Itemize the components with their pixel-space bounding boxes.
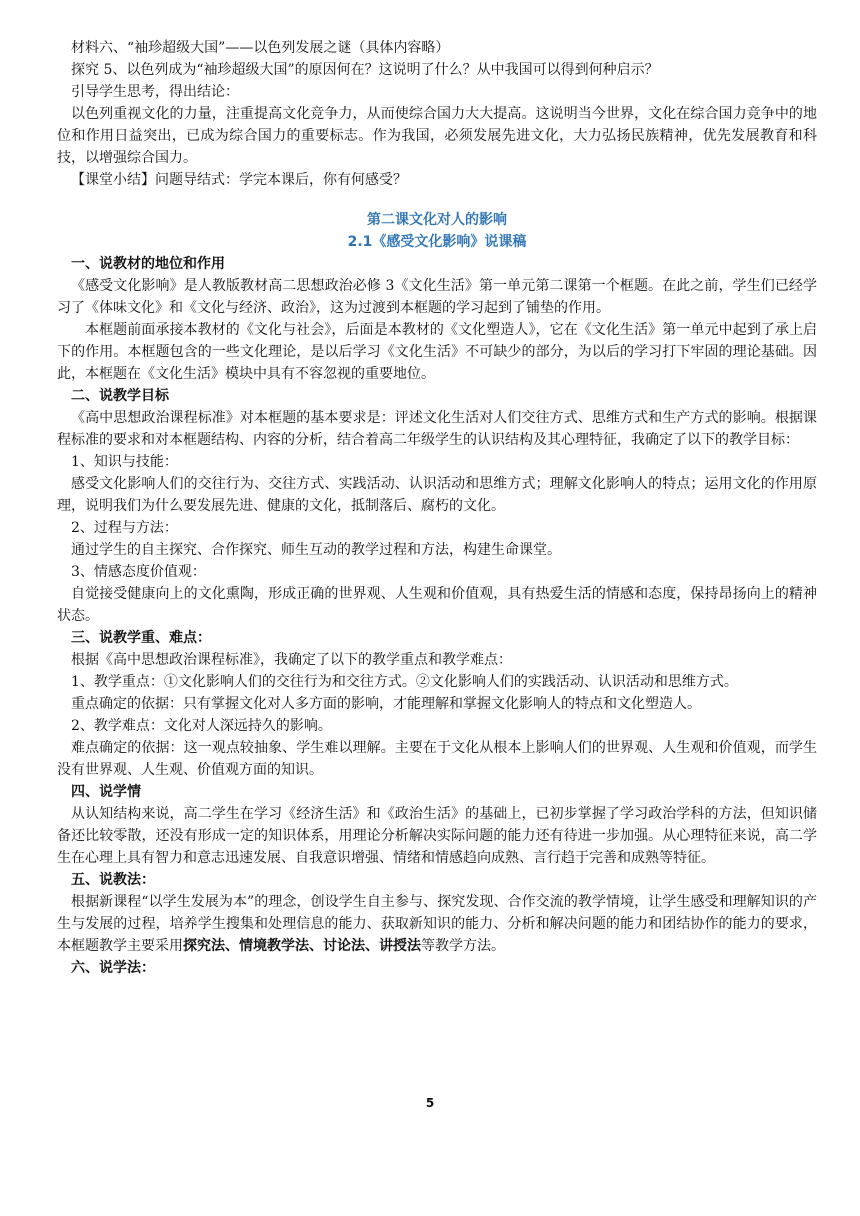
section-5-heading: 五、说教法： (71, 872, 155, 888)
section-6-heading: 六、说学法： (71, 960, 155, 976)
section-5-body-pre: 根据新课程“以学生发展为本”的理念，创设学生自主参与、探究发现、合作交流的教学情境，让学生感受和理解知识的产生与发展的过程，培养学生搜集和处理信息的能力、获取新知识的能力、分析和解决问题的能力和团结协作的能力的要求，本框题教学主要采用 (57, 894, 817, 954)
knowledge-body: 感受文化影响人们的交往行为、交往方式、实践活动、认识活动和思维方式；理解文化影响人的特点；运用文化的作用原理，说明我们为什么要发展先进、健康的文化，抵制落后、腐朽的文化。 (57, 476, 817, 514)
section-2-para-1: 《高中思想政治课程标准》对本框题的基本要求是：评述文化生活对人们交往方式、思维方式和生产方式的影响。根据课程标准的要求和对本框题结构、内容的分析，结合着高二年级学生的认识结构及其心理特征，我确定了以下的教学目标： (57, 410, 817, 448)
difficult-point: 2、教学难点：文化对人深远持久的影响。 (71, 718, 332, 734)
class-summary: 【课堂小结】问题导结式：学完本课后，你有何感受？ (71, 172, 407, 188)
emotion-body: 自觉接受健康向上的文化熏陶，形成正确的世界观、人生观和价值观，具有热爱生活的情感和态度，保持昂扬向上的精神状态。 (57, 586, 817, 624)
spacer (57, 191, 817, 209)
difficult-point-basis: 难点确定的依据：这一观点较抽象、学生难以理解。主要在于文化从根本上影响人们的世界观、人生观和价值观，而学生没有世界观、人生观、价值观方面的知识。 (57, 740, 817, 778)
section-3-intro: 根据《高中思想政治课程标准》，我确定了以下的教学重点和教学难点： (71, 652, 512, 668)
section-3-heading: 三、说教学重、难点： (71, 630, 211, 646)
section-5-body-post: 等教学方法。 (421, 938, 505, 954)
page-content (57, 37, 817, 979)
section-4-heading: 四、说学情 (71, 784, 141, 800)
teaching-methods-bold: 探究法、情境教学法、讨论法、讲授法 (183, 938, 421, 954)
knowledge-title: 1、知识与技能： (71, 454, 178, 470)
section-1-para-2: 本框题前面承接本教材的《文化与社会》，后面是本教材的《文化塑造人》，它在《文化生活》第一单元中起到了承上启下的作用。本框题包含的一些文化理论，是以后学习《文化生活》不可缺少的部分，为以后的学习打下牢固的理论基础。因此，本框题在《文化生活》模块中具有不容忽视的重要地位。 (57, 322, 817, 382)
method-body: 通过学生的自主探究、合作探究、师生互动的教学过程和方法，构建生命课堂。 (71, 542, 561, 558)
section-5-body (57, 891, 817, 957)
method-title: 2、过程与方法： (71, 520, 178, 536)
lesson-title: 第二课文化对人的影响 (367, 212, 507, 228)
emotion-title: 3、情感态度价值观： (71, 564, 206, 580)
section-4-body: 从认知结构来说，高二学生在学习《经济生活》和《政治生活》的基础上，已初步掌握了学习政治学科的方法，但知识储备还比较零散，还没有形成一定的知识体系，用理论分析解决实际问题的能力还有待进一步加强。从心理特征来说，高二学生在心理上具有智力和意志迅速发展、自我意识增强、情绪和情感趋向成熟、言行趋于完善和成熟等特征。 (57, 806, 817, 866)
section-1-para-1: 《感受文化影响》是人教版教材高二思想政治必修 3《文化生活》第一单元第二课第一个框题。在此之前，学生们已经学习了《体味文化》和《文化与经济、政治》，这为过渡到本框题的学习起到了铺垫的作用。 (57, 278, 817, 316)
material-six: 材料六、“袖珍超级大国”——以色列发展之谜（具体内容略） (71, 40, 450, 56)
section-1-heading: 一、说教材的地位和作用 (71, 256, 225, 272)
page-number: 5 (425, 1096, 435, 1110)
conclusion-text: 以色列重视文化的力量，注重提高文化竞争力，从而使综合国力大大提高。这说明当今世界，文化在综合国力竞争中的地位和作用日益突出，已成为综合国力的重要标志。作为我国，必须发展先进文化，大力弘扬民族精神，优先发展教育和科技，以增强综合国力。 (57, 106, 817, 166)
key-point: 1、教学重点：①文化影响人们的交往行为和交往方式。②文化影响人们的实践活动、认识活动和思维方式。 (71, 674, 738, 690)
section-2-heading: 二、说教学目标 (71, 388, 169, 404)
lesson-subtitle: 2.1《感受文化影响》说课稿 (347, 234, 527, 250)
guide-text: 引导学生思考，得出结论： (71, 84, 239, 100)
key-point-basis: 重点确定的依据：只有掌握文化对人多方面的影响，才能理解和掌握文化影响人的特点和文化塑造人。 (71, 696, 701, 712)
explore-five: 探究 5、以色列成为“袖珍超级大国”的原因何在？这说明了什么？从中我国可以得到何种启示？ (71, 62, 659, 78)
